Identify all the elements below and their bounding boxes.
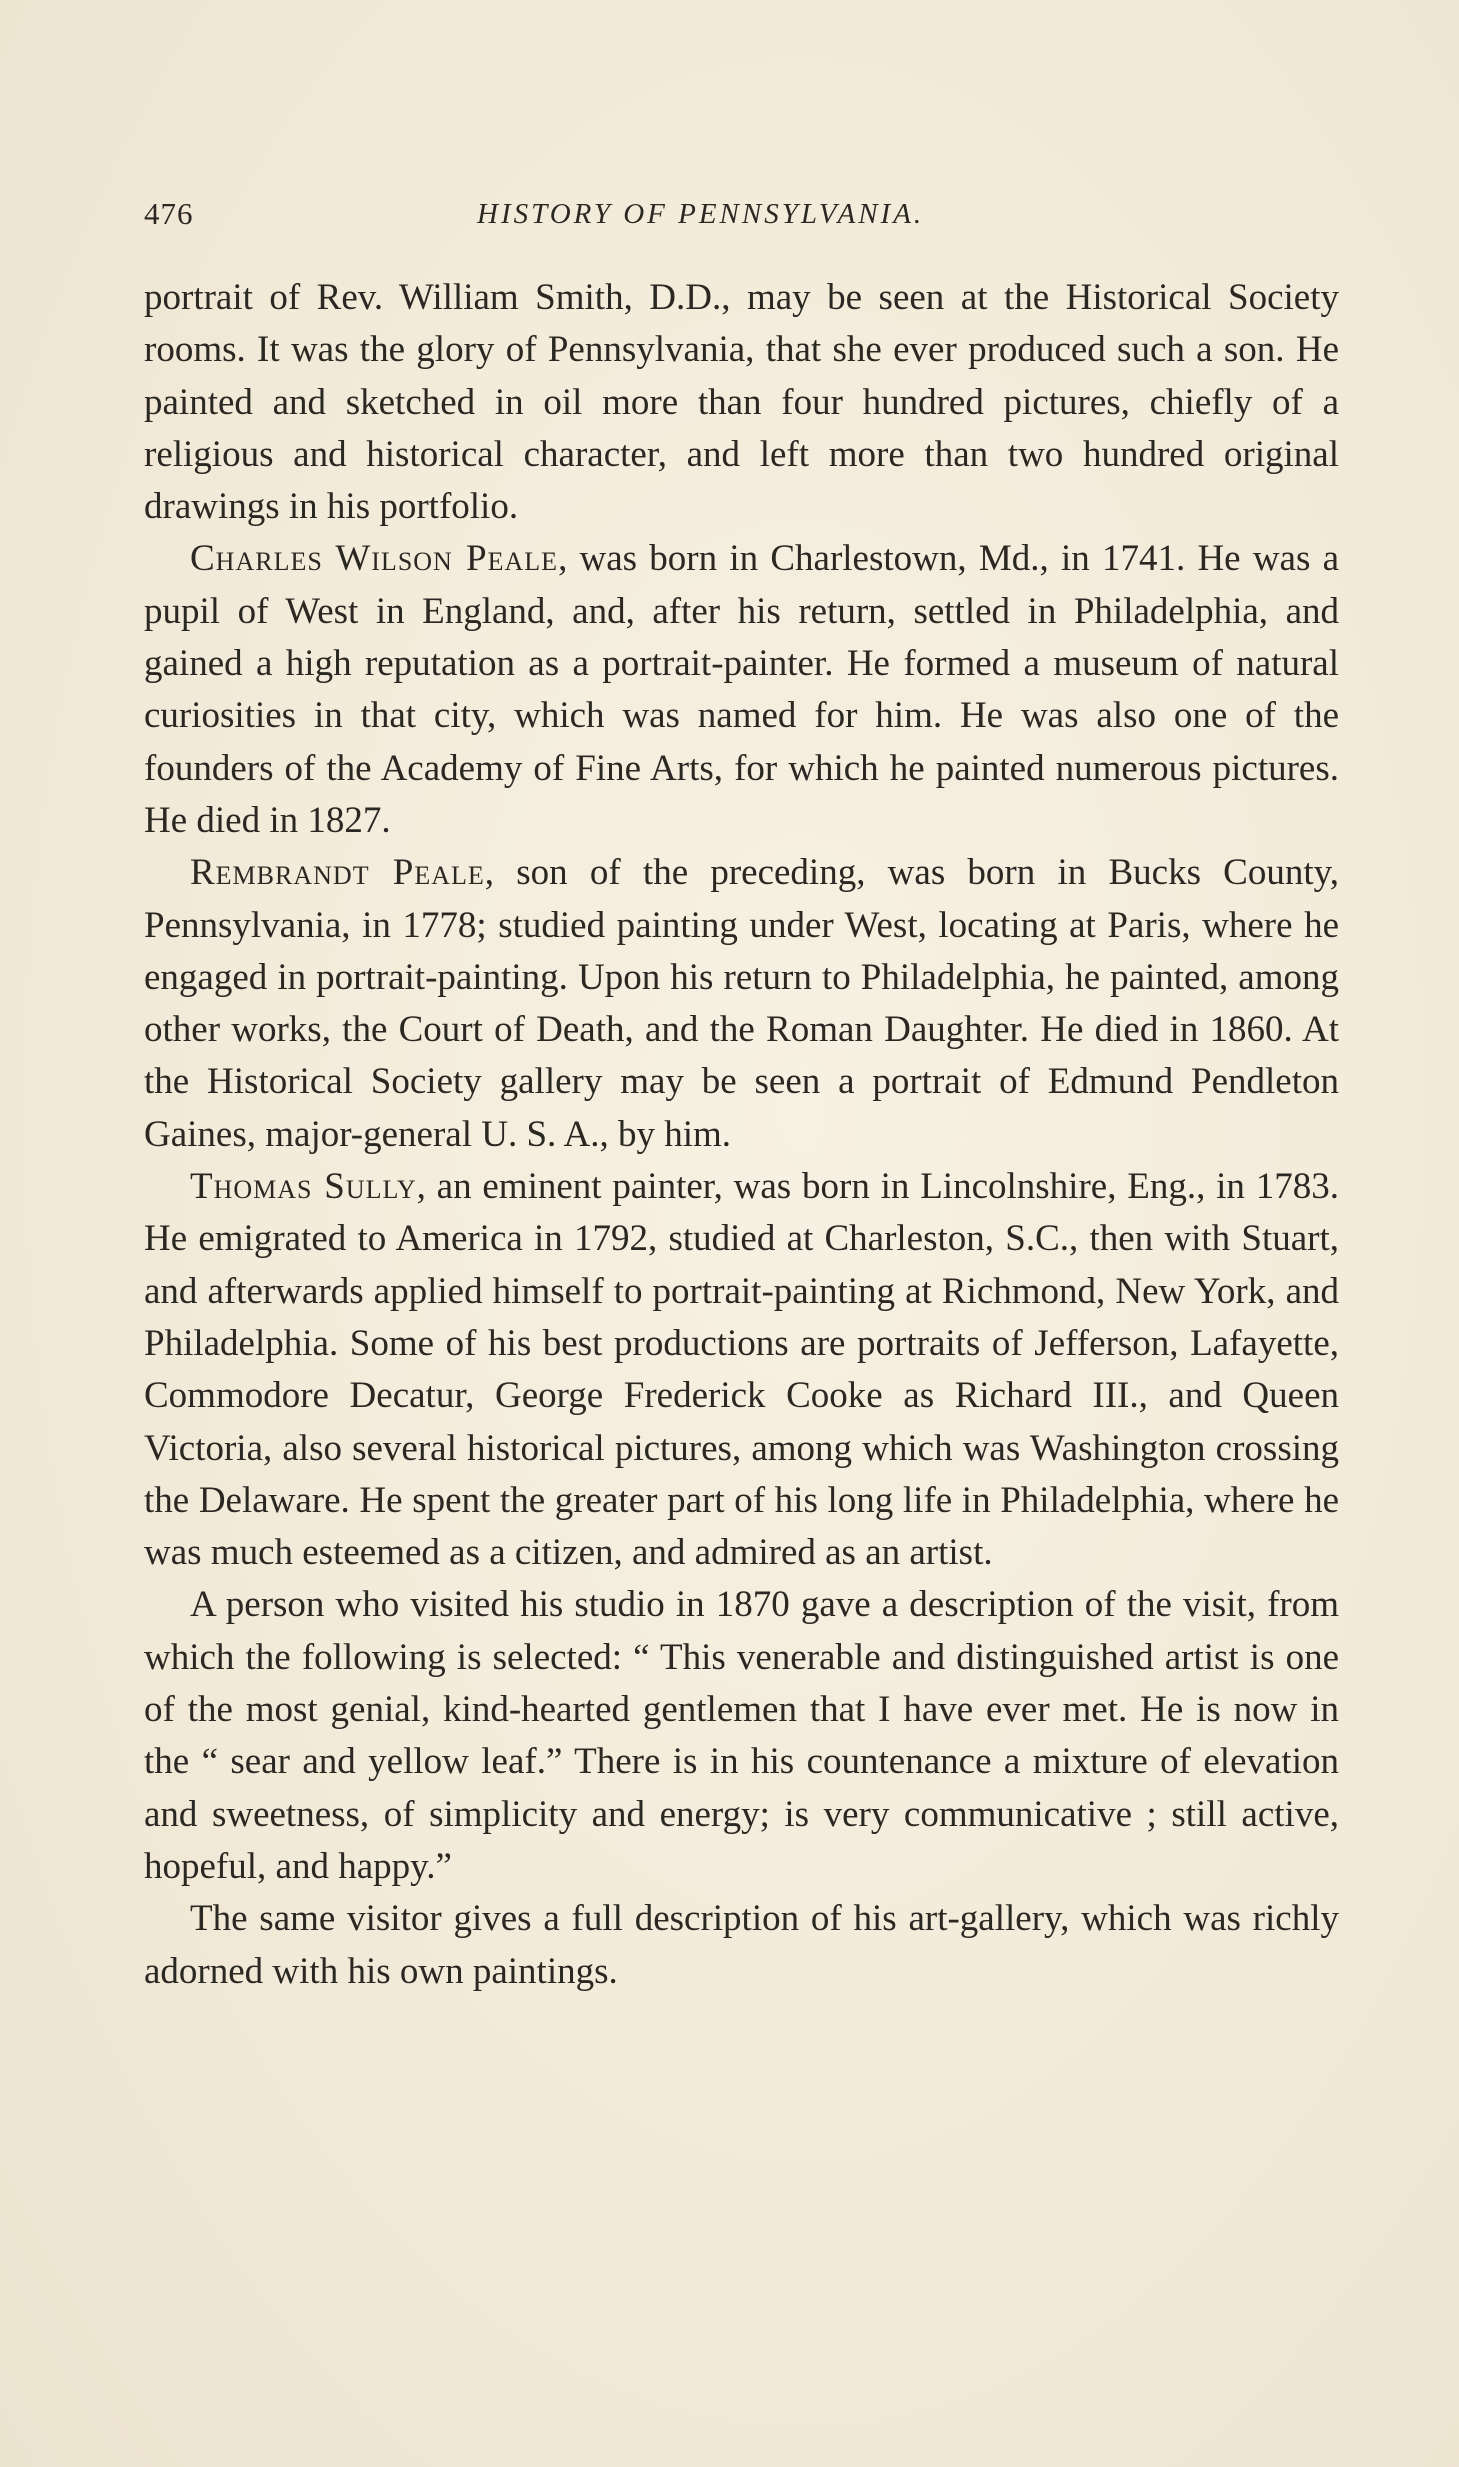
paragraph-text: The same visitor gives a full description of his art-gallery, which was richly adorned with his own paintings. (144, 1898, 1339, 1992)
page-number: 476 (144, 196, 194, 231)
paragraph-thomas-sully (144, 1161, 1339, 1579)
paragraph-text: , an eminent painter, was born in Lincolnshire, Eng., in 1783. He emigrated to America in 1792, studied at Charleston, S.C., then with Stuart, and afterwards applied himself to portrait-painting at Richmond, New York, and Philadelphia. Some of his best productions are portraits of Jefferson, Lafayette, Commodore Decatur, George Frederick Cooke as Richard III., and Queen Victoria, also several historical pictures, among which was Washington crossing the Delaware. He spent the greater part of his long life in Philadelphia, where he was much esteemed as a citizen, and admired as an artist. (144, 1166, 1339, 1574)
paragraph-studio-visit (144, 1579, 1339, 1893)
body-text (144, 272, 1339, 1998)
paragraph-charles-wilson-peale (144, 533, 1339, 847)
paragraph-text: portrait of Rev. William Smith, D.D., may be seen at the Historical Society rooms. It was the glory of Pennsylvania, that she ever produced such a son. He painted and sketched in oil more than four hundred pictures, chiefly of a religious and historical character, and left more than two hundred original drawings in his portfolio. (144, 277, 1339, 528)
page-header (144, 196, 1014, 246)
paragraph-lead-name: Charles Wilson Peale (190, 538, 559, 580)
paragraph-lead-name: Thomas Sully (190, 1166, 417, 1208)
paragraph-art-gallery (144, 1893, 1339, 1998)
paragraph-lead-name: Rembrandt Peale (190, 852, 485, 894)
paragraph-rembrandt-peale (144, 847, 1339, 1161)
paragraph-text: A person who visited his studio in 1870 gave a description of the visit, from which the following is selected: “ This venerable and distinguished artist is one of the most genial, kind-hearted gentlemen that I have ever met. He is now in the “ sear and yellow leaf.” There is in his countenance a mixture of elevation and sweetness, of simplicity and energy; is very communicative ; still active, hopeful, and happy.” (144, 1584, 1339, 1887)
paragraph-west-continuation (144, 272, 1339, 533)
paragraph-text: , son of the preceding, was born in Bucks County, Pennsylvania, in 1778; studied painting under West, locating at Paris, where he engaged in portrait-painting. Upon his return to Philadelphia, he painted, among other works, the Court of Death, and the Roman Daughter. He died in 1860. At the Historical Society gallery may be seen a portrait of Edmund Pendleton Gaines, major-general U. S. A., by him. (144, 852, 1339, 1155)
running-title: HISTORY OF PENNSYLVANIA. (477, 198, 925, 230)
paragraph-text: , was born in Charlestown, Md., in 1741. He was a pupil of West in England, and, after his return, settled in Philadelphia, and gained a high reputation as a portrait-painter. He formed a museum of natural curiosities in that city, which was named for him. He was also one of the founders of the Academy of Fine Arts, for which he painted numerous pictures. He died in 1827. (144, 538, 1340, 841)
